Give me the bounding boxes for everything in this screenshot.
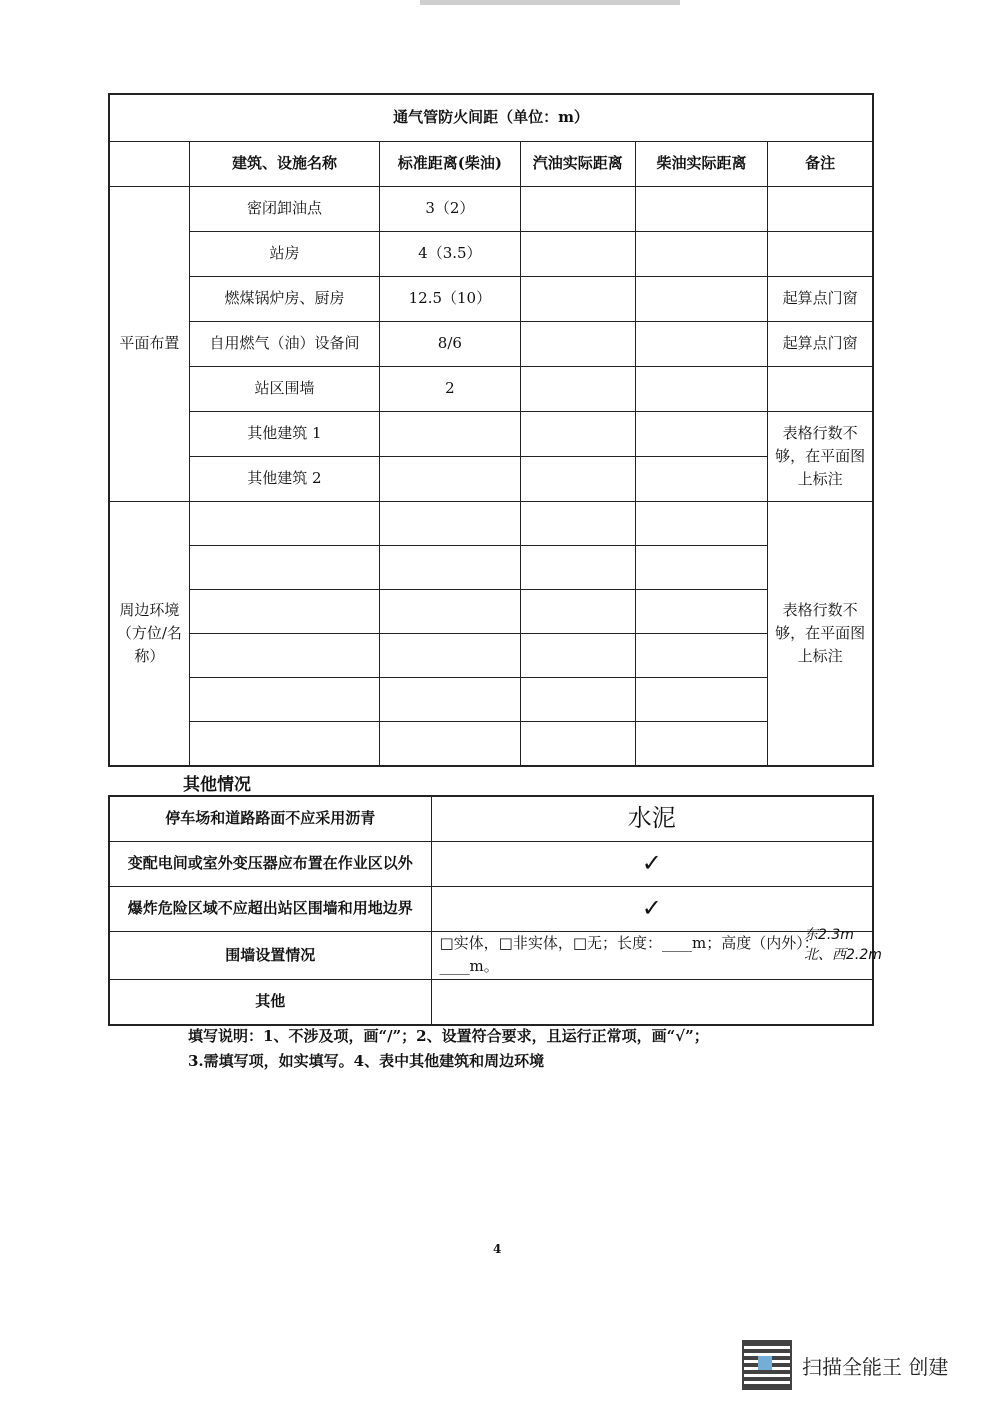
table-title: 通气管防火间距（单位：m） [109, 94, 873, 142]
header-gas: 汽油实际距离 [520, 142, 635, 187]
instructions-line-2: 3.需填写项，如实填写。4、表中其他建筑和周边环境 [188, 1052, 545, 1070]
env-cell [189, 722, 379, 767]
handwritten-answer: 水泥 [627, 804, 676, 833]
cell-gas [520, 367, 635, 412]
env-cell [380, 678, 520, 722]
env-cell [520, 546, 635, 590]
cell-gas [520, 187, 635, 232]
env-cell [635, 502, 767, 546]
table-row-answer [431, 796, 873, 842]
table-row-std [380, 457, 520, 502]
table-row-answer [431, 927, 882, 980]
header-empty [109, 142, 189, 187]
env-cell [380, 634, 520, 678]
table-row-std: 2 [380, 367, 520, 412]
cell-gas [520, 457, 635, 502]
cell-gas [520, 277, 635, 322]
env-cell [635, 678, 767, 722]
table-row-answer [431, 979, 873, 1025]
table-row-name: 其他建筑 2 [189, 457, 379, 502]
env-note: 表格行数不够，在平面图上标注 [768, 502, 873, 767]
env-cell [635, 722, 767, 767]
scan-edge-shadow [420, 0, 680, 5]
section-plan: 平面布置 [109, 187, 189, 502]
env-cell [635, 546, 767, 590]
table-row-label: 变配电间或室外变压器应布置在作业区以外 [109, 842, 431, 887]
table-row-note [768, 367, 873, 412]
table-row-std: 12.5（10） [380, 277, 520, 322]
brand-text: 扫描全能王 创建 [802, 1354, 949, 1379]
env-cell [189, 546, 379, 590]
cell-diesel [635, 232, 767, 277]
other-section-title: 其他情况 [183, 775, 251, 795]
table-row-note [768, 187, 873, 232]
table-row-std: 8/6 [380, 322, 520, 367]
table-row-label: 围墙设置情况 [109, 932, 431, 980]
wall-options: □实体，□非实体，□无；长度：____m；高度（内外）：____m。 [439, 934, 819, 976]
cell-diesel [635, 457, 767, 502]
table-row-name: 站区围墙 [189, 367, 379, 412]
env-cell [520, 502, 635, 546]
env-cell [635, 634, 767, 678]
checkmark-icon: ✓ [641, 849, 662, 878]
scanner-watermark [742, 1340, 948, 1390]
cell-diesel [635, 367, 767, 412]
table-row-note: 起算点门窗 [768, 322, 873, 367]
table-row-name: 燃煤锅炉房、厨房 [189, 277, 379, 322]
header-name: 建筑、设施名称 [189, 142, 379, 187]
env-cell [380, 546, 520, 590]
env-cell [380, 722, 520, 767]
env-cell [189, 502, 379, 546]
table-row-label: 其他 [109, 979, 431, 1025]
table-row-answer [431, 887, 873, 932]
env-cell [635, 590, 767, 634]
header-diesel: 柴油实际距离 [635, 142, 767, 187]
cell-gas [520, 322, 635, 367]
table-row-label: 爆炸危险区域不应超出站区围墙和用地边界 [109, 887, 431, 932]
cell-gas [520, 412, 635, 457]
cell-gas [520, 232, 635, 277]
env-cell [520, 678, 635, 722]
cell-diesel [635, 322, 767, 367]
env-cell [380, 502, 520, 546]
other-conditions-table [108, 795, 882, 1026]
env-cell [520, 722, 635, 767]
qr-code-icon [742, 1340, 792, 1390]
table-row-std: 4（3.5） [380, 232, 520, 277]
table-row-label: 停车场和道路路面不应采用沥青 [109, 796, 431, 842]
table-row-name: 其他建筑 1 [189, 412, 379, 457]
plan-merged-note: 表格行数不够，在平面图上标注 [768, 412, 873, 502]
header-note: 备注 [768, 142, 873, 187]
handwritten-wall-height: 东2.3m 北、西2.2m [804, 927, 882, 963]
table-row-note: 起算点门窗 [768, 277, 873, 322]
section-env: 周边环境（方位/名称） [109, 502, 189, 767]
cell-diesel [635, 412, 767, 457]
env-cell [520, 590, 635, 634]
cell-diesel [635, 277, 767, 322]
env-cell [520, 634, 635, 678]
checkmark-icon: ✓ [641, 894, 662, 923]
env-cell [189, 590, 379, 634]
env-cell [189, 634, 379, 678]
env-cell [189, 678, 379, 722]
env-cell [380, 590, 520, 634]
instructions-line-1: 填写说明：1、不涉及项，画“/”；2、设置符合要求，且运行正常项，画“√”； [188, 1027, 709, 1045]
page-number: 4 [493, 1242, 502, 1256]
table-row-note [768, 232, 873, 277]
table-row-name: 密闭卸油点 [189, 187, 379, 232]
table-row-name: 自用燃气（油）设备间 [189, 322, 379, 367]
table-row-std: 3（2） [380, 187, 520, 232]
vent-pipe-fire-distance-table [108, 93, 874, 767]
header-std: 标准距离(柴油) [380, 142, 520, 187]
cell-diesel [635, 187, 767, 232]
table-row-std [380, 412, 520, 457]
table-row-answer [431, 842, 873, 887]
table-row-name: 站房 [189, 232, 379, 277]
